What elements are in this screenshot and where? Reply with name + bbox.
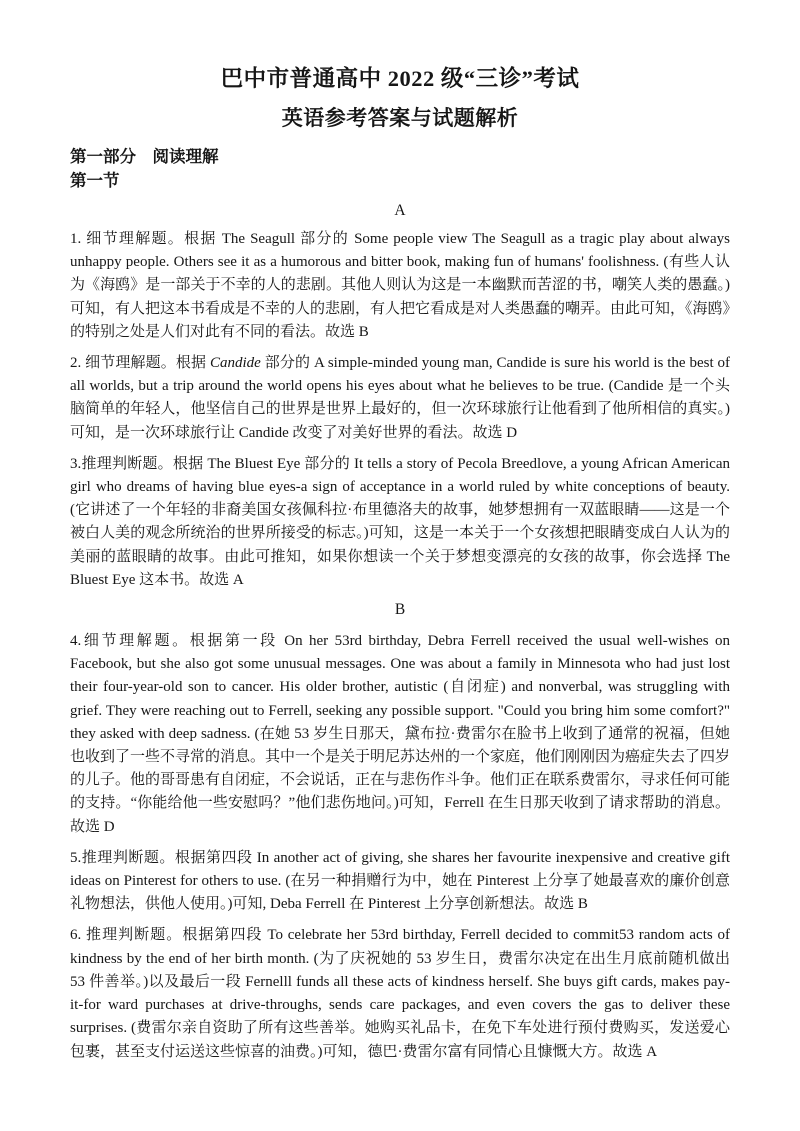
text-run: 6. 推理判断题。根据第四段 To celebrate her 53rd birthday, Ferrell decided to commit53 random acts of kindness by the end of her birth month. (为了庆祝她的 53 岁生日，费雷尔决定在出生月底前随机做出 53 件善举。)以及最后一段 Fernelll funds all these acts of kindness herself. She buys gift cards, makes pay-it-for ward purchases at drive-throughs, sends care packages, and even covers the gas to deliver these surprises. (费雷尔亲自资助了所有这些善举。她购买礼品卡，在免下车处进行预付费购买，发送爱心包裹，甚至支付运送这些惊喜的油费。)可知，德巴·费雷尔富有同情心且慷慨大方。故选 A [70,927,730,1060]
part-heading: 第一部分 阅读理解 [70,147,219,166]
passage-label: A [394,202,406,219]
text-run: Candide [210,355,261,372]
answer-paragraph [70,228,730,344]
answer-paragraph [70,924,730,1063]
text-run: 1. 细节理解题。根据 The Seagull 部分的 Some people view The Seagull as a tragic play about always unhappy people. Others see it as a humorous and bitter book, making fun of humans' foolishness. (有些人认为《海鸥》是一部关于不幸的人的悲剧。其他人则认为这是一本幽默而苦涩的书，嘲笑人类的愚蠢。)可知，有人把这本书看成是不幸的人的悲剧，有人把它看成是对人类愚蠢的嘲弄。由此可知，《海鸥》的特别之处是人们对此有不同的看法。故选 B [70,231,731,340]
answer-paragraph [70,847,730,917]
text-run: 3.推理判断题。根据 The Bluest Eye 部分的 It tells a story of Pecola Breedlove, a young African American girl who dreams of having blue eyes-a sign of acceptance in a world ruled by white conceptions of beauty. (它讲述了一个年轻的非裔美国女孩佩科拉·布里德洛夫的故事，她梦想拥有一双蓝眼睛——这是一个被白人美的观念所统治的世界所接受的标志。)可知，这是一本关于一个女孩想把眼睛变成白人认为的美丽的蓝眼睛的故事。由此可推知，如果你想读一个关于梦想变漂亮的女孩的故事，你会选择 The Bluest Eye 这本书。故选 A [70,455,730,588]
page-title: 巴中市普通高中 2022 级“三诊”考试 [220,66,580,91]
text-run: 4.细节理解题。根据第一段 On her 53rd birthday, Debra Ferrell received the usual well-wishes on Facebook, but she also got some unusual messages. One was about a family in Minnesota who had just lost their four-year-old son to cancer. His older brother, autistic (自闭症) and nonverbal, was struggling with grief. They were reaching out to Ferrell, seeking any possible support. "Could you bring him some comfort?" they asked with deep sadness. (在她 53 岁生日那天，黛布拉·费雷尔在脸书上收到了通常的祝福，但她也收到了一些不寻常的消息。其中一个是关于明尼苏达州的一个家庭，他们刚刚因为癌症失去了四岁的儿子。他的哥哥患有自闭症，不会说话，正在与悲伤作斗争。他们正在联系费雷尔，寻求任何可能的支持。“你能给他一些安慰吗？”他们悲伤地问。)可知，Ferrell 在生日那天收到了请求帮助的消息。故选 D [70,633,731,835]
passage-label: B [394,601,406,619]
passages-container [70,199,730,1064]
page-subtitle: 英语参考答案与试题解析 [281,106,519,130]
text-run: 部分的 A simple-minded young man, Candide is sure his world is the best of all worlds, but a trip around the world opens his eyes about what he believes to be true. (Candide 是一个头脑简单的年轻人，他坚信自己的世界是世界上最好的，但一次环球旅行让他看到了他所相信的真实。)可知，是一次环球旅行让 Candide 改变了对美好世界的看法。故选 D [70,355,730,441]
section-heading: 第一节 [70,171,120,190]
text-run: 2. 细节理解题。根据 [70,355,210,372]
answer-paragraph [70,453,730,592]
text-run: 5.推理判断题。根据第四段 In another act of giving, she shares her favourite inexpensive and creative gift ideas on Pinterest for others to use. (在另一种捐赠行为中，她在 Pinterest 上分享了她最喜欢的廉价创意礼物想法，供他人使用。)可知, Deba Ferrell 在 Pinterest 上分享创新想法。故选 B [70,849,730,913]
answer-paragraph [70,352,730,445]
answer-paragraph [70,630,730,839]
